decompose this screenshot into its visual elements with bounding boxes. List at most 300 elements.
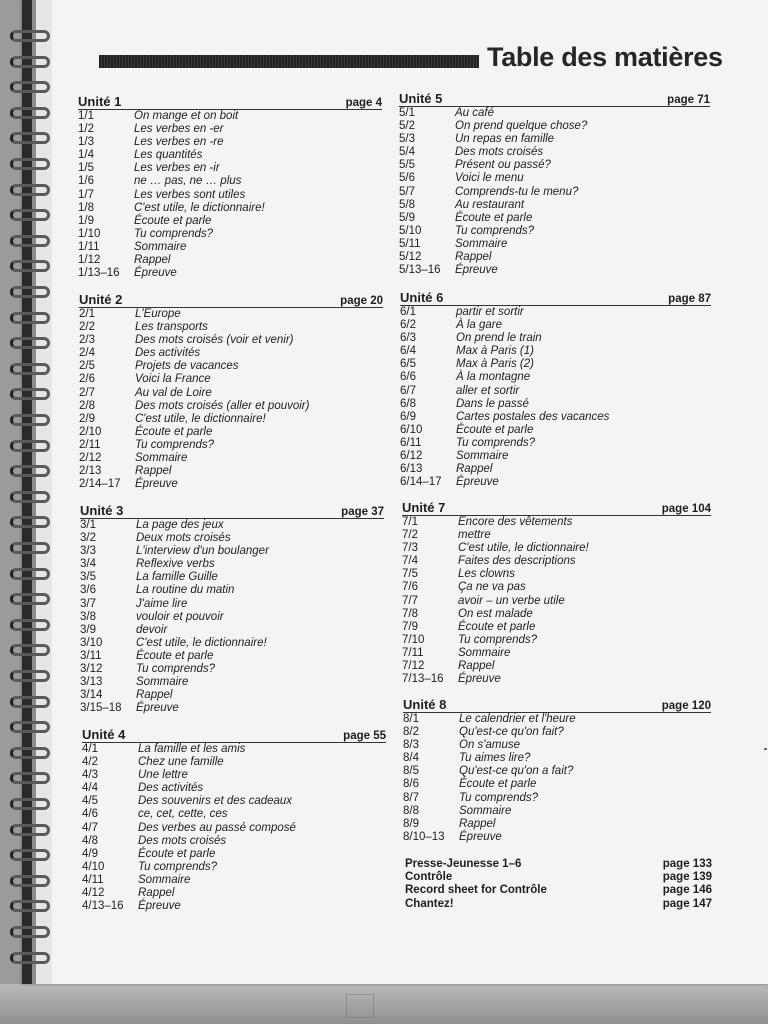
section-title: Des mots croisés xyxy=(455,146,544,159)
section-number: 3/2 xyxy=(80,532,96,545)
toc-row xyxy=(79,400,383,413)
unit-title: Unité 2 xyxy=(79,292,123,307)
section-title: L'interview d'un boulanger xyxy=(136,545,269,558)
section-number: 5/12 xyxy=(399,251,422,264)
section-title: Des verbes au passé composé xyxy=(138,821,296,834)
section-number: 5/10 xyxy=(399,224,422,237)
section-title: Faites des descriptions xyxy=(458,555,576,568)
section-number: 8/3 xyxy=(403,739,419,752)
section-title: Tu comprends? xyxy=(456,436,536,449)
toc-row xyxy=(399,146,710,159)
section-number: 3/13 xyxy=(80,676,103,689)
section-number: 8/10–13 xyxy=(403,830,445,843)
appendix-title: Record sheet for Contrôle xyxy=(405,884,547,897)
section-number: 4/12 xyxy=(82,887,105,900)
section-title: Au val de Loire xyxy=(135,386,212,399)
section-number: 5/3 xyxy=(399,133,415,146)
toc-row xyxy=(402,647,711,660)
section-title: Au café xyxy=(455,107,494,119)
spiral-coil xyxy=(10,132,50,144)
spiral-coil xyxy=(10,158,50,170)
toc-row xyxy=(79,465,383,478)
toc-row xyxy=(82,782,386,795)
toc-row xyxy=(402,660,711,673)
section-title: C'est utile, le dictionnaire! xyxy=(458,542,589,555)
toc-row xyxy=(79,360,383,373)
toc-row xyxy=(82,756,386,769)
section-title: Rappel xyxy=(459,817,496,830)
section-title: Sommaire xyxy=(458,646,511,659)
toc-row xyxy=(79,373,383,386)
spiral-coil xyxy=(10,312,50,324)
section-title: Les clowns xyxy=(458,568,515,581)
unit-header xyxy=(402,501,711,516)
section-number: 3/14 xyxy=(80,689,103,702)
section-number: 6/3 xyxy=(400,332,416,345)
appendix-list xyxy=(405,858,712,911)
section-title: Tu comprends? xyxy=(458,633,538,646)
section-number: 3/12 xyxy=(80,663,103,676)
toc-row xyxy=(402,595,711,608)
section-number: 6/5 xyxy=(400,358,416,371)
section-title: Rappel xyxy=(135,465,172,478)
toc-row xyxy=(79,308,383,321)
section-number: 1/9 xyxy=(78,214,94,227)
section-title: Écoute et parle xyxy=(135,425,213,438)
section-title: Qu'est-ce qu'on fait? xyxy=(459,726,564,739)
unit-section xyxy=(402,501,711,686)
spiral-coil xyxy=(10,184,50,196)
toc-row xyxy=(82,743,386,756)
toc-row xyxy=(399,199,710,212)
section-number: 4/10 xyxy=(82,860,105,873)
toc-row xyxy=(80,584,384,597)
unit-title: Unité 8 xyxy=(403,697,447,712)
section-title: Écoute et parle xyxy=(456,423,534,436)
spiral-coil xyxy=(10,388,50,400)
appendix-page-ref: page 139 xyxy=(662,871,712,884)
toc-row xyxy=(80,689,384,702)
spiral-coil xyxy=(10,798,50,810)
section-number: 1/3 xyxy=(78,136,94,149)
section-number: 5/6 xyxy=(399,172,415,185)
section-title: La famille Guille xyxy=(136,571,218,584)
section-number: 8/1 xyxy=(403,713,419,725)
toc-row xyxy=(78,202,382,215)
toc-row xyxy=(402,555,711,568)
section-title: C'est utile, le dictionnaire! xyxy=(134,201,265,214)
section-title: L'Europe xyxy=(135,308,181,320)
section-title: Épreuve xyxy=(138,900,181,913)
section-number: 7/13–16 xyxy=(402,673,444,686)
section-number: 3/5 xyxy=(80,571,96,584)
toc-row xyxy=(400,358,711,371)
section-number: 8/5 xyxy=(403,765,419,778)
toc-row xyxy=(402,673,711,686)
section-number: 4/2 xyxy=(82,756,98,769)
section-title: La page des jeux xyxy=(136,519,224,531)
spiral-coil xyxy=(10,670,50,682)
toc-row xyxy=(399,107,710,120)
toc-row xyxy=(78,267,382,280)
spiral-coil xyxy=(10,849,50,861)
section-number: 2/7 xyxy=(79,386,95,399)
section-number: 2/3 xyxy=(79,334,95,347)
section-number: 6/4 xyxy=(400,345,416,358)
appendix-row xyxy=(405,898,712,911)
unit-page-ref: page 71 xyxy=(667,94,710,106)
section-number: 7/2 xyxy=(402,529,418,542)
unit-header xyxy=(80,504,384,519)
section-title: La famille et les amis xyxy=(138,743,246,755)
section-number: 8/7 xyxy=(403,791,419,804)
toc-row xyxy=(80,611,384,624)
section-number: 4/4 xyxy=(82,782,98,795)
section-title: Épreuve xyxy=(136,702,179,715)
section-title: Des mots croisés xyxy=(138,834,227,847)
spiral-coil xyxy=(10,235,50,247)
section-title: Des activités xyxy=(135,347,201,360)
spiral-coil xyxy=(10,747,50,759)
section-number: 5/4 xyxy=(399,146,415,159)
section-title: On prend le train xyxy=(456,332,542,345)
section-title: Écoute et parle xyxy=(458,620,536,633)
section-number: 1/2 xyxy=(78,123,94,136)
toc-row xyxy=(403,752,711,765)
toc-row xyxy=(400,437,711,450)
toc-row xyxy=(80,532,384,545)
toc-row xyxy=(78,228,382,241)
toc-row xyxy=(400,463,711,476)
toc-row xyxy=(80,598,384,611)
toc-row xyxy=(399,172,710,185)
section-title: Sommaire xyxy=(455,237,508,250)
toc-row xyxy=(403,831,711,844)
section-number: 2/14–17 xyxy=(79,478,121,491)
toc-row xyxy=(400,306,711,319)
section-number: 4/11 xyxy=(82,873,104,886)
appendix-page-ref: page 147 xyxy=(662,897,712,910)
section-number: 2/10 xyxy=(79,425,102,438)
section-number: 6/6 xyxy=(400,371,416,384)
section-title: On mange et on boit xyxy=(134,110,239,122)
section-title: Épreuve xyxy=(134,267,177,280)
section-number: 5/8 xyxy=(399,198,415,211)
section-number: 7/7 xyxy=(402,594,418,607)
unit-section xyxy=(78,95,382,280)
section-number: 7/5 xyxy=(402,568,418,581)
section-number: 2/12 xyxy=(79,452,102,465)
toc-row xyxy=(400,450,711,463)
section-number: 5/5 xyxy=(399,159,415,172)
spiral-coil xyxy=(10,619,50,631)
speck xyxy=(764,748,767,750)
spiral-coil xyxy=(10,696,50,708)
spiral-coil xyxy=(10,30,50,42)
toc-row xyxy=(399,212,710,225)
section-number: 7/11 xyxy=(402,646,424,659)
section-number: 6/12 xyxy=(400,450,423,463)
section-title: Encore des vêtements xyxy=(458,516,573,528)
section-number: 6/11 xyxy=(400,436,422,449)
section-title: vouloir et pouvoir xyxy=(136,610,224,623)
toc-row xyxy=(79,452,383,465)
toc-row xyxy=(82,822,386,835)
section-title: Épreuve xyxy=(135,478,178,491)
section-number: 2/9 xyxy=(79,412,95,425)
section-title: Épreuve xyxy=(458,673,501,686)
spiral-coil xyxy=(10,286,50,298)
section-title: mettre xyxy=(458,529,491,542)
background-mark xyxy=(346,994,374,1018)
section-title: partir et sortir xyxy=(456,306,524,318)
spiral-coil xyxy=(10,440,50,452)
toc-row xyxy=(79,334,383,347)
section-title: Deux mots croisés xyxy=(136,532,231,545)
section-title: Sommaire xyxy=(456,450,509,463)
unit-section xyxy=(79,293,383,491)
section-number: 2/13 xyxy=(79,465,102,478)
spiral-coil xyxy=(10,516,50,528)
section-number: 1/5 xyxy=(78,162,94,175)
unit-title: Unité 4 xyxy=(82,727,126,742)
unit-section xyxy=(399,92,710,277)
toc-row xyxy=(82,808,386,821)
section-number: 6/9 xyxy=(400,410,416,423)
toc-row xyxy=(82,835,386,848)
section-title: Sommaire xyxy=(459,804,512,817)
section-title: Les verbes en -re xyxy=(134,136,224,149)
toc-row xyxy=(402,542,711,555)
section-number: 7/9 xyxy=(402,620,418,633)
spiral-coil xyxy=(10,337,50,349)
section-title: Chez une famille xyxy=(138,756,224,769)
section-title: avoir – un verbe utile xyxy=(458,594,565,607)
section-title: Épreuve xyxy=(459,830,502,843)
spiral-coil xyxy=(10,542,50,554)
section-title: Sommaire xyxy=(134,240,187,253)
section-title: Sommaire xyxy=(136,676,189,689)
toc-row xyxy=(80,519,384,532)
section-title: Les verbes sont utiles xyxy=(134,188,246,201)
toc-row xyxy=(80,571,384,584)
section-title: Écoute et parle xyxy=(459,778,537,791)
unit-title: Unité 7 xyxy=(402,500,446,515)
toc-row xyxy=(80,637,384,650)
spiral-coil xyxy=(10,568,50,580)
section-title: Tu comprends? xyxy=(459,791,539,804)
toc-row xyxy=(79,387,383,400)
toc-row xyxy=(80,702,384,715)
section-title: Tu comprends? xyxy=(136,663,216,676)
unit-page-ref: page 87 xyxy=(668,293,711,305)
section-number: 7/6 xyxy=(402,581,418,594)
section-number: 1/8 xyxy=(78,201,94,214)
toc-row xyxy=(78,162,382,175)
section-title: Tu comprends? xyxy=(135,438,215,451)
toc-row xyxy=(403,792,711,805)
section-title: Tu comprends? xyxy=(455,224,535,237)
section-title: Tu aimes lire? xyxy=(459,752,531,765)
section-title: Max à Paris (1) xyxy=(456,345,534,358)
section-title: Écoute et parle xyxy=(136,649,214,662)
section-number: 3/7 xyxy=(80,597,96,610)
section-number: 8/9 xyxy=(403,817,419,830)
section-number: 8/4 xyxy=(403,752,419,765)
section-number: 7/8 xyxy=(402,607,418,620)
unit-page-ref: page 120 xyxy=(661,700,711,712)
toc-row xyxy=(399,159,710,172)
spiral-coil xyxy=(10,56,50,68)
section-title: Les verbes en -ir xyxy=(134,162,220,175)
toc-row xyxy=(80,558,384,571)
spiral-coil xyxy=(10,824,50,836)
section-title: Épreuve xyxy=(455,264,498,277)
appendix-row xyxy=(405,884,712,897)
section-title: Rappel xyxy=(455,251,492,264)
toc-row xyxy=(79,347,383,360)
section-title: Les transports xyxy=(135,321,208,334)
unit-header xyxy=(79,293,383,308)
toc-row xyxy=(399,133,710,146)
section-title: Tu comprends? xyxy=(138,860,218,873)
desk-background xyxy=(0,984,768,1024)
section-number: 1/6 xyxy=(78,175,94,188)
section-number: 6/8 xyxy=(400,397,416,410)
section-title: Écoute et parle xyxy=(455,211,533,224)
spiral-coil xyxy=(10,644,50,656)
appendix-title: Presse-Jeunesse 1–6 xyxy=(405,858,522,870)
toc-row xyxy=(400,424,711,437)
unit-section xyxy=(80,504,384,715)
section-title: aller et sortir xyxy=(456,384,520,397)
section-title: Des mots croisés (voir et venir) xyxy=(135,334,294,347)
section-title: On prend quelque chose? xyxy=(455,120,588,133)
toc-row xyxy=(79,439,383,452)
section-number: 1/11 xyxy=(78,240,100,253)
section-title: Une lettre xyxy=(138,769,188,782)
section-title: Présent ou passé? xyxy=(455,159,551,172)
title-decor-bar xyxy=(99,55,479,68)
section-number: 3/15–18 xyxy=(80,702,122,715)
section-number: 7/10 xyxy=(402,633,425,646)
section-title: Tu comprends? xyxy=(134,227,214,240)
section-title: Reflexive verbs xyxy=(136,558,215,571)
unit-page-ref: page 37 xyxy=(341,506,384,518)
section-number: 8/2 xyxy=(403,726,419,739)
section-title: Écoute et parle xyxy=(138,847,216,860)
toc-row xyxy=(403,778,711,791)
section-number: 5/13–16 xyxy=(399,264,441,277)
appendix-page-ref: page 133 xyxy=(662,858,712,870)
section-title: Max à Paris (2) xyxy=(456,358,534,371)
spiral-coil xyxy=(10,952,50,964)
section-number: 7/12 xyxy=(402,660,425,673)
toc-row xyxy=(400,319,711,332)
section-title: C'est utile, le dictionnaire! xyxy=(135,412,266,425)
toc-row xyxy=(78,241,382,254)
toc-row xyxy=(82,887,386,900)
toc-row xyxy=(400,371,711,384)
section-number: 4/3 xyxy=(82,769,98,782)
toc-row xyxy=(400,411,711,424)
toc-row xyxy=(79,413,383,426)
section-number: 1/7 xyxy=(78,188,94,201)
toc-row xyxy=(399,264,710,277)
toc-row xyxy=(78,136,382,149)
appendix-row xyxy=(405,871,712,884)
section-number: 2/11 xyxy=(79,438,101,451)
section-title: Des activités xyxy=(138,782,204,795)
appendix-page-ref: page 146 xyxy=(662,884,712,897)
section-title: Écoute et parle xyxy=(134,214,212,227)
toc-row xyxy=(80,676,384,689)
section-number: 2/6 xyxy=(79,373,95,386)
toc-row xyxy=(82,861,386,874)
toc-row xyxy=(79,426,383,439)
section-number: 5/2 xyxy=(399,120,415,133)
spiral-coil xyxy=(10,363,50,375)
toc-row xyxy=(403,739,711,752)
section-title: Projets de vacances xyxy=(135,360,239,373)
toc-row xyxy=(78,123,382,136)
toc-row xyxy=(403,818,711,831)
toc-row xyxy=(78,254,382,267)
toc-row xyxy=(79,321,383,334)
section-title: À la gare xyxy=(456,319,503,332)
section-number: 4/6 xyxy=(82,808,98,821)
section-number: 4/8 xyxy=(82,834,98,847)
toc-row xyxy=(403,713,711,726)
spiral-coil xyxy=(10,465,50,477)
section-number: 2/8 xyxy=(79,399,95,412)
section-number: 1/13–16 xyxy=(78,267,120,280)
section-title: Le calendrier et l'heure xyxy=(459,713,576,725)
toc-row xyxy=(402,516,711,529)
section-title: Sommaire xyxy=(135,452,188,465)
section-number: 2/4 xyxy=(79,347,95,360)
page-title: Table des matières xyxy=(487,42,723,72)
section-title: La routine du matin xyxy=(136,584,235,597)
toc-row xyxy=(78,110,382,123)
toc-row xyxy=(400,332,711,345)
toc-row xyxy=(78,175,382,188)
section-number: 1/12 xyxy=(78,254,101,267)
section-number: 5/1 xyxy=(399,107,415,119)
section-title: J'aime lire xyxy=(136,597,188,610)
section-number: 8/6 xyxy=(403,778,419,791)
section-title: Cartes postales des vacances xyxy=(456,410,610,423)
section-title: Ça ne va pas xyxy=(458,581,526,594)
section-title: C'est utile, le dictionnaire! xyxy=(136,636,267,649)
toc-row xyxy=(400,385,711,398)
section-title: Comprends-tu le menu? xyxy=(455,185,579,198)
unit-page-ref: page 4 xyxy=(345,97,382,109)
toc-row xyxy=(82,795,386,808)
section-title: On s'amuse xyxy=(459,739,520,752)
toc-row xyxy=(82,848,386,861)
toc-row xyxy=(402,621,711,634)
toc-row xyxy=(399,120,710,133)
unit-page-ref: page 104 xyxy=(661,503,711,515)
section-number: 2/1 xyxy=(79,308,95,320)
spiral-coil xyxy=(10,721,50,733)
section-number: 6/10 xyxy=(400,423,423,436)
toc-row xyxy=(82,900,386,913)
section-number: 1/1 xyxy=(78,110,94,122)
unit-header xyxy=(82,728,386,743)
spiral-coil xyxy=(10,593,50,605)
